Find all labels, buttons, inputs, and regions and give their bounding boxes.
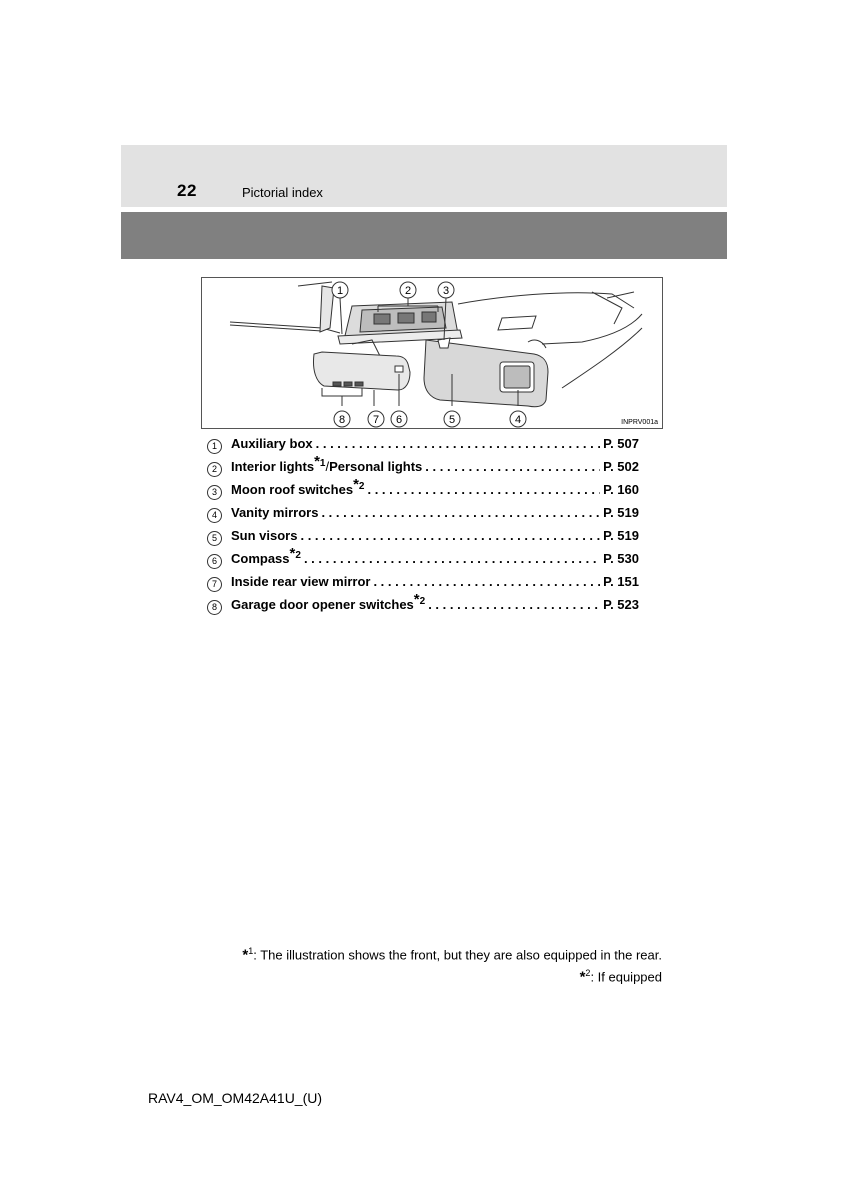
item-number: 8	[207, 600, 222, 615]
page-reference-link[interactable]: P. 523	[603, 597, 639, 612]
item-number: 1	[207, 439, 222, 454]
footnote-text: : If equipped	[590, 969, 662, 985]
list-item[interactable]	[207, 505, 639, 528]
page-reference-link[interactable]: P. 151	[603, 574, 639, 589]
figure-id: INPRV001a	[621, 419, 658, 426]
dot-leader	[425, 459, 600, 474]
page-reference-link[interactable]: P. 530	[603, 551, 639, 566]
item-number: 4	[207, 508, 222, 523]
callout-5: 5	[448, 414, 456, 426]
page-reference-link[interactable]: P. 507	[603, 436, 639, 451]
item-label: Moon roof switches$^{*2}$	[231, 475, 365, 497]
list-item[interactable]	[207, 574, 639, 597]
callout-1: 1	[336, 285, 344, 297]
footnote-number: 2	[585, 968, 591, 978]
item-label: Auxiliary box	[231, 436, 313, 451]
dot-leader	[300, 528, 600, 543]
footnote-text: : The illustration shows the front, but they are also equipped in the rear.	[253, 947, 662, 963]
footnote-ref: 2	[419, 595, 426, 607]
overhead-console-illustration	[201, 277, 663, 429]
callout-2: 2	[404, 285, 412, 297]
item-label: Sun visors	[231, 528, 298, 543]
dot-leader	[367, 482, 600, 497]
page-number: 22	[177, 181, 197, 200]
dot-leader	[304, 551, 600, 566]
footnote-ref: 2	[358, 480, 365, 492]
list-item[interactable]	[207, 436, 639, 459]
dot-leader	[373, 574, 600, 589]
list-item[interactable]	[207, 590, 639, 620]
list-item[interactable]	[207, 544, 639, 574]
list-item[interactable]	[207, 475, 639, 505]
footnote-2	[580, 968, 662, 985]
pictorial-index-list	[207, 436, 639, 620]
item-label: Vanity mirrors	[231, 505, 319, 520]
page-reference-link[interactable]: P. 502	[603, 459, 639, 474]
item-number: 5	[207, 531, 222, 546]
callout-8: 8	[338, 414, 346, 426]
document-code: RAV4_OM_OM42A41U_(U)	[148, 1090, 323, 1106]
header-band	[121, 212, 727, 259]
footnote-ref: 1	[319, 457, 326, 469]
dot-leader	[316, 436, 600, 451]
list-item[interactable]	[207, 452, 639, 482]
footnote-number: 1	[248, 946, 254, 956]
dot-leader	[321, 505, 600, 520]
footnote-mark: *	[579, 968, 586, 986]
item-number: 7	[207, 577, 222, 592]
callout-4: 4	[514, 414, 522, 426]
item-number: 6	[207, 554, 222, 569]
dot-leader	[428, 597, 600, 612]
item-number: 2	[207, 462, 222, 477]
item-label: Interior lights$^{*1}$/Personal lights	[231, 452, 423, 474]
item-label: Compass$^{*2}$	[231, 544, 301, 566]
page-reference-link[interactable]: P. 160	[603, 482, 639, 497]
callout-3: 3	[442, 285, 450, 297]
page-reference-link[interactable]: P. 519	[603, 505, 639, 520]
callout-7: 7	[372, 414, 380, 426]
callout-6: 6	[395, 414, 403, 426]
page-reference-link[interactable]: P. 519	[603, 528, 639, 543]
item-label: Inside rear view mirror	[231, 574, 371, 589]
page-header	[121, 145, 727, 207]
footnote-mark: *	[242, 946, 249, 964]
item-number: 3	[207, 485, 222, 500]
overhead-console-drawing	[202, 278, 662, 428]
item-label: Garage door opener switches$^{*2}$	[231, 590, 426, 612]
list-item[interactable]	[207, 528, 639, 551]
section-title: Pictorial index	[242, 185, 323, 200]
footnote-ref: 2	[295, 549, 301, 561]
footnote-1	[242, 946, 662, 963]
